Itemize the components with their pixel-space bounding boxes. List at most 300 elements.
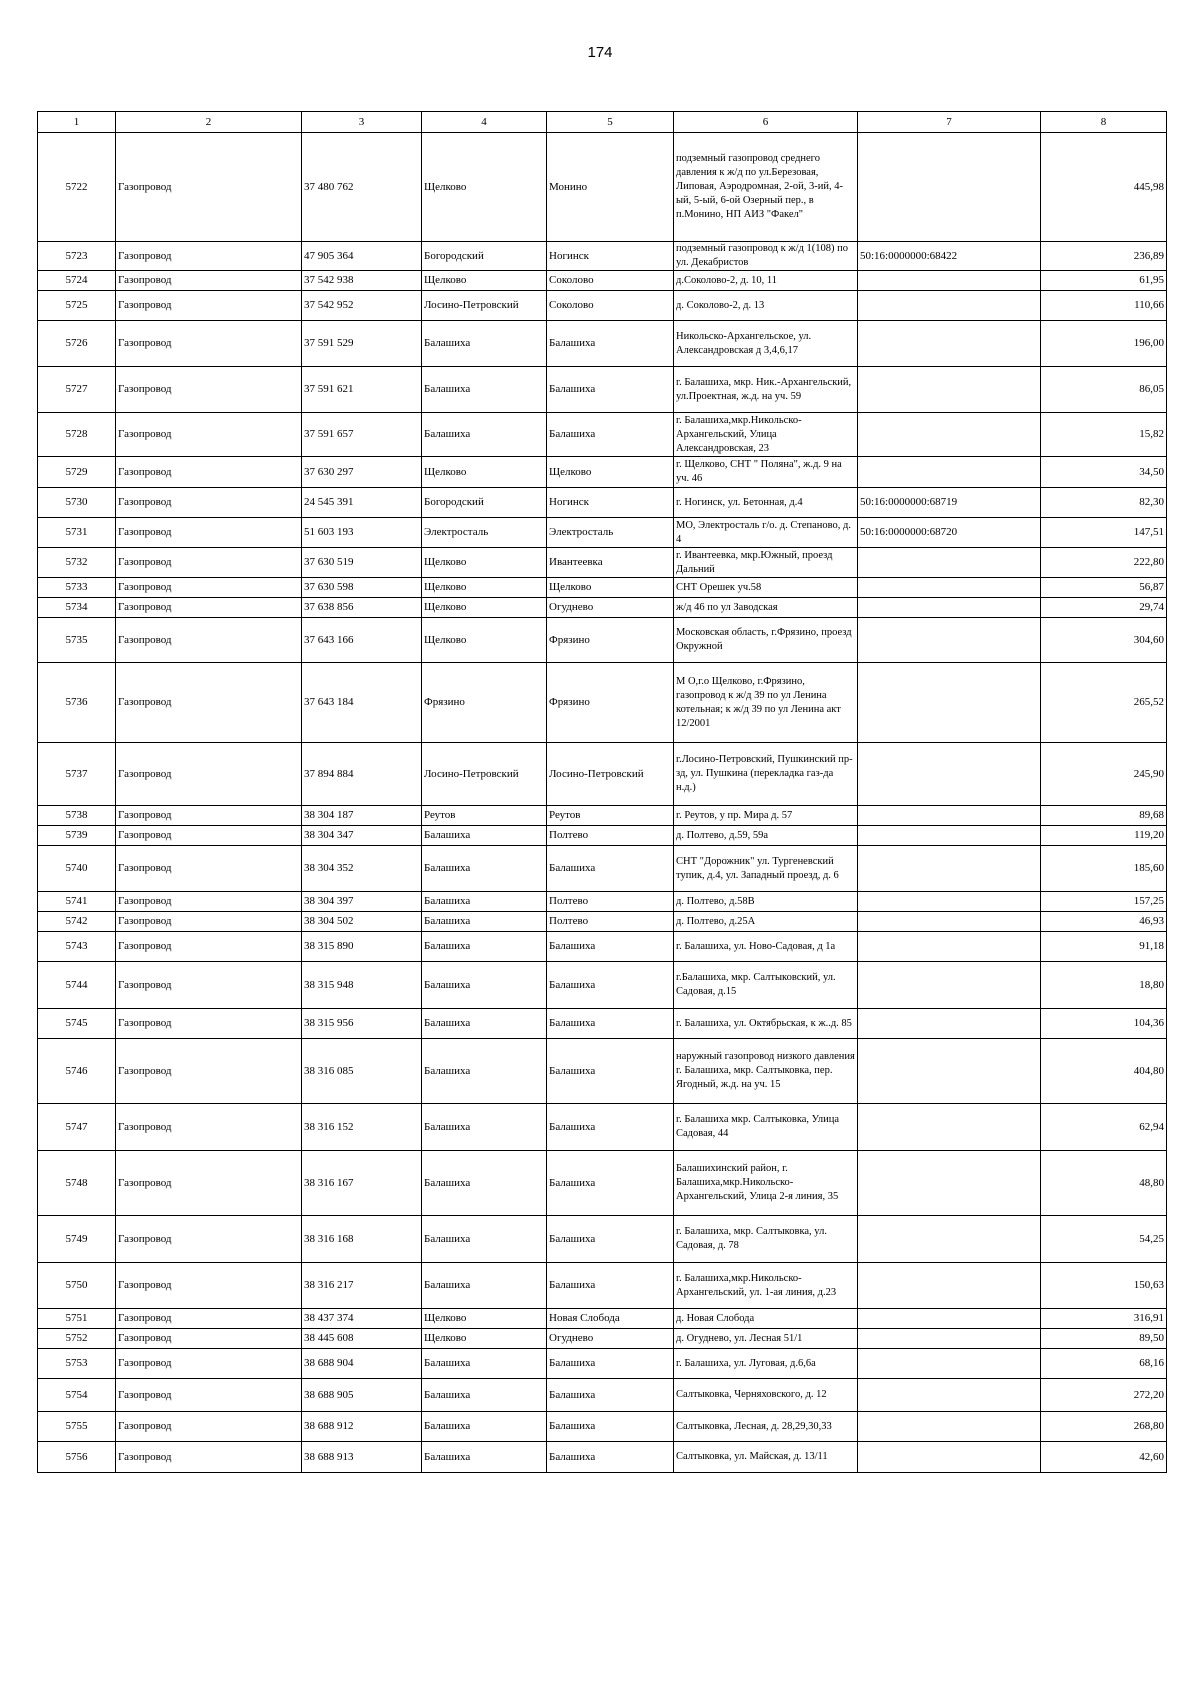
row-number-cell: 5756 [38,1442,116,1473]
length-cell: 147,51 [1041,518,1167,548]
object-type-cell: Газопровод [116,291,302,321]
district-cell: Балашиха [422,1216,547,1263]
object-type-cell: Газопровод [116,1412,302,1442]
table-row [38,367,1167,413]
table-row [38,1263,1167,1309]
object-type-cell: Газопровод [116,663,302,743]
object-type-cell: Газопровод [116,1009,302,1039]
header-cell: 8 [1041,112,1167,133]
district-cell: Балашиха [422,1009,547,1039]
row-number-cell: 5732 [38,548,116,578]
row-number-cell: 5746 [38,1039,116,1104]
cadastral-number-cell [858,826,1041,846]
object-type-cell: Газопровод [116,413,302,457]
header-cell: 4 [422,112,547,133]
locality-cell: Электросталь [547,518,674,548]
object-type-cell: Газопровод [116,962,302,1009]
address-cell: г. Балашиха мкр. Салтыковка, Улица Садовая, 44 [674,1104,858,1151]
cadastral-number-cell [858,806,1041,826]
locality-cell: Соколово [547,291,674,321]
inventory-number-cell: 38 315 948 [302,962,422,1009]
district-cell: Богородский [422,488,547,518]
table-row [38,1412,1167,1442]
object-type-cell: Газопровод [116,518,302,548]
object-type-cell: Газопровод [116,1104,302,1151]
inventory-number-cell: 37 630 297 [302,457,422,488]
object-type-cell: Газопровод [116,932,302,962]
address-cell: Салтыковка, Лесная, д. 28,29,30,33 [674,1412,858,1442]
table-row [38,271,1167,291]
table-row [38,457,1167,488]
locality-cell: Огуднево [547,1329,674,1349]
length-cell: 157,25 [1041,892,1167,912]
address-cell: д. Полтево, д.25А [674,912,858,932]
locality-cell: Балашиха [547,1009,674,1039]
district-cell: Лосино-Петровский [422,743,547,806]
row-number-cell: 5744 [38,962,116,1009]
row-number-cell: 5737 [38,743,116,806]
inventory-number-cell: 37 638 856 [302,598,422,618]
length-cell: 272,20 [1041,1379,1167,1412]
locality-cell: Новая Слобода [547,1309,674,1329]
table-row [38,932,1167,962]
row-number-cell: 5731 [38,518,116,548]
locality-cell: Балашиха [547,846,674,892]
locality-cell: Фрязино [547,618,674,663]
address-cell: СНТ Орешек уч.58 [674,578,858,598]
object-type-cell: Газопровод [116,743,302,806]
locality-cell: Балашиха [547,413,674,457]
object-type-cell: Газопровод [116,806,302,826]
table-row [38,826,1167,846]
district-cell: Реутов [422,806,547,826]
row-number-cell: 5724 [38,271,116,291]
object-type-cell: Газопровод [116,1216,302,1263]
cadastral-number-cell [858,743,1041,806]
header-cell: 2 [116,112,302,133]
address-cell: ж/д 46 по ул Заводская [674,598,858,618]
address-cell: Никольско-Архангельское, ул. Александровская д 3,4,6,17 [674,321,858,367]
address-cell: Балашихинский район, г. Балашиха,мкр.Никольско-Архангельский, Улица 2-я линия, 35 [674,1151,858,1216]
inventory-number-cell: 37 894 884 [302,743,422,806]
inventory-number-cell: 37 643 166 [302,618,422,663]
length-cell: 48,80 [1041,1151,1167,1216]
locality-cell: Щелково [547,578,674,598]
district-cell: Щелково [422,1309,547,1329]
inventory-number-cell: 38 688 913 [302,1442,422,1473]
locality-cell: Щелково [547,457,674,488]
district-cell: Балашиха [422,1263,547,1309]
length-cell: 42,60 [1041,1442,1167,1473]
inventory-number-cell: 37 643 184 [302,663,422,743]
cadastral-number-cell [858,367,1041,413]
address-cell: д.Соколово-2, д. 10, 11 [674,271,858,291]
district-cell: Балашиха [422,912,547,932]
district-cell: Балашиха [422,1151,547,1216]
object-type-cell: Газопровод [116,1349,302,1379]
address-cell: Салтыковка, ул. Майская, д. 13/11 [674,1442,858,1473]
table-row [38,1216,1167,1263]
district-cell: Щелково [422,618,547,663]
address-cell: г. Балашиха, ул. Луговая, д.6,6а [674,1349,858,1379]
row-number-cell: 5754 [38,1379,116,1412]
cadastral-number-cell [858,457,1041,488]
inventory-number-cell: 38 304 397 [302,892,422,912]
inventory-number-cell: 38 437 374 [302,1309,422,1329]
length-cell: 89,68 [1041,806,1167,826]
locality-cell: Лосино-Петровский [547,743,674,806]
row-number-cell: 5738 [38,806,116,826]
row-number-cell: 5747 [38,1104,116,1151]
cadastral-number-cell [858,413,1041,457]
length-cell: 15,82 [1041,413,1167,457]
address-cell: г. Щелково, СНТ " Поляна", ж.д. 9 на уч. 46 [674,457,858,488]
object-type-cell: Газопровод [116,846,302,892]
object-type-cell: Газопровод [116,321,302,367]
inventory-number-cell: 37 542 938 [302,271,422,291]
district-cell: Лосино-Петровский [422,291,547,321]
header-cell: 1 [38,112,116,133]
table-row [38,1329,1167,1349]
header-cell: 3 [302,112,422,133]
object-type-cell: Газопровод [116,578,302,598]
length-cell: 150,63 [1041,1263,1167,1309]
locality-cell: Ивантеевка [547,548,674,578]
length-cell: 445,98 [1041,133,1167,242]
address-cell: д. Огуднево, ул. Лесная 51/1 [674,1329,858,1349]
locality-cell: Балашиха [547,1379,674,1412]
table-row [38,892,1167,912]
locality-cell: Монино [547,133,674,242]
row-number-cell: 5745 [38,1009,116,1039]
table-row [38,242,1167,271]
object-type-cell: Газопровод [116,1151,302,1216]
cadastral-number-cell [858,1309,1041,1329]
row-number-cell: 5741 [38,892,116,912]
locality-cell: Балашиха [547,367,674,413]
table-row [38,1104,1167,1151]
table-row [38,618,1167,663]
table-row [38,578,1167,598]
locality-cell: Огуднево [547,598,674,618]
row-number-cell: 5730 [38,488,116,518]
locality-cell: Балашиха [547,1412,674,1442]
inventory-number-cell: 38 316 167 [302,1151,422,1216]
length-cell: 196,00 [1041,321,1167,367]
row-number-cell: 5733 [38,578,116,598]
cadastral-number-cell [858,271,1041,291]
row-number-cell: 5725 [38,291,116,321]
row-number-cell: 5742 [38,912,116,932]
length-cell: 268,80 [1041,1412,1167,1442]
length-cell: 265,52 [1041,663,1167,743]
inventory-number-cell: 47 905 364 [302,242,422,271]
table-row [38,1442,1167,1473]
inventory-number-cell: 37 591 657 [302,413,422,457]
inventory-number-cell: 37 542 952 [302,291,422,321]
inventory-number-cell: 38 316 085 [302,1039,422,1104]
address-cell: М О,г.о Щелково, г.Фрязино, газопровод к ж/д 39 по ул Ленина котельная; к ж/д 39 по ул Ленина акт 12/2001 [674,663,858,743]
address-cell: г. Балашиха, ул. Октябрьская, к ж..д. 85 [674,1009,858,1039]
length-cell: 119,20 [1041,826,1167,846]
district-cell: Щелково [422,271,547,291]
table-row [38,488,1167,518]
locality-cell: Балашиха [547,962,674,1009]
row-number-cell: 5729 [38,457,116,488]
cadastral-number-cell [858,1329,1041,1349]
district-cell: Балашиха [422,892,547,912]
district-cell: Щелково [422,457,547,488]
district-cell: Щелково [422,1329,547,1349]
length-cell: 316,91 [1041,1309,1167,1329]
inventory-number-cell: 38 316 168 [302,1216,422,1263]
length-cell: 54,25 [1041,1216,1167,1263]
object-type-cell: Газопровод [116,133,302,242]
length-cell: 61,95 [1041,271,1167,291]
district-cell: Балашиха [422,1104,547,1151]
object-type-cell: Газопровод [116,367,302,413]
cadastral-number-cell [858,618,1041,663]
inventory-number-cell: 38 316 152 [302,1104,422,1151]
district-cell: Щелково [422,548,547,578]
district-cell: Фрязино [422,663,547,743]
address-cell: подземный газопровод среднего давления к ж/д по ул.Березовая, Липовая, Аэродромная, 2-ой, 3-ий, 4-ый, 5-ый, 6-ой Озерный пер., в п.Монино, НП АИЗ "Факел" [674,133,858,242]
cadastral-number-cell [858,1349,1041,1379]
district-cell: Балашиха [422,1442,547,1473]
address-cell: д. Полтево, д.58В [674,892,858,912]
cadastral-number-cell [858,598,1041,618]
inventory-number-cell: 38 688 912 [302,1412,422,1442]
inventory-number-cell: 38 304 187 [302,806,422,826]
address-cell: г. Балашиха,мкр.Никольско-Архангельский, Улица Александровская, 23 [674,413,858,457]
row-number-cell: 5753 [38,1349,116,1379]
page-number: 174 [587,44,613,61]
district-cell: Щелково [422,598,547,618]
cadastral-number-cell [858,133,1041,242]
cadastral-number-cell [858,1039,1041,1104]
row-number-cell: 5751 [38,1309,116,1329]
inventory-number-cell: 38 304 502 [302,912,422,932]
row-number-cell: 5740 [38,846,116,892]
address-cell: г. Балашиха, ул. Ново-Садовая, д 1а [674,932,858,962]
locality-cell: Полтево [547,826,674,846]
length-cell: 245,90 [1041,743,1167,806]
address-cell: г. Реутов, у пр. Мира д. 57 [674,806,858,826]
cadastral-number-cell [858,1263,1041,1309]
row-number-cell: 5734 [38,598,116,618]
object-type-cell: Газопровод [116,271,302,291]
district-cell: Балашиха [422,367,547,413]
cadastral-number-cell [858,663,1041,743]
inventory-number-cell: 51 603 193 [302,518,422,548]
inventory-number-cell: 37 591 529 [302,321,422,367]
locality-cell: Соколово [547,271,674,291]
locality-cell: Балашиха [547,1039,674,1104]
table-row [38,1009,1167,1039]
address-cell: д. Новая Слобода [674,1309,858,1329]
district-cell: Балашиха [422,1412,547,1442]
locality-cell: Балашиха [547,932,674,962]
row-number-cell: 5723 [38,242,116,271]
table-row [38,1379,1167,1412]
object-type-cell: Газопровод [116,598,302,618]
row-number-cell: 5749 [38,1216,116,1263]
inventory-number-cell: 38 688 904 [302,1349,422,1379]
object-type-cell: Газопровод [116,826,302,846]
table-row [38,133,1167,242]
inventory-number-cell: 38 315 890 [302,932,422,962]
table-row [38,962,1167,1009]
inventory-number-cell: 37 591 621 [302,367,422,413]
table-row [38,1151,1167,1216]
length-cell: 222,80 [1041,548,1167,578]
length-cell: 18,80 [1041,962,1167,1009]
district-cell: Балашиха [422,321,547,367]
locality-cell: Балашиха [547,1349,674,1379]
locality-cell: Балашиха [547,1151,674,1216]
address-cell: г. Балашиха, мкр. Ник.-Архангельский, ул.Проектная, ж.д. на уч. 59 [674,367,858,413]
length-cell: 82,30 [1041,488,1167,518]
inventory-number-cell: 37 630 519 [302,548,422,578]
table-row [38,321,1167,367]
locality-cell: Балашиха [547,1216,674,1263]
cadastral-number-cell [858,321,1041,367]
length-cell: 56,87 [1041,578,1167,598]
district-cell: Щелково [422,133,547,242]
district-cell: Балашиха [422,826,547,846]
length-cell: 29,74 [1041,598,1167,618]
table-body [38,133,1167,1473]
inventory-number-cell: 38 688 905 [302,1379,422,1412]
district-cell: Балашиха [422,846,547,892]
table-row [38,548,1167,578]
address-cell: СНТ "Дорожник" ул. Тургеневский тупик, д.4, ул. Западный проезд, д. 6 [674,846,858,892]
cadastral-number-cell [858,1151,1041,1216]
district-cell: Балашиха [422,1379,547,1412]
header-row [38,112,1167,133]
row-number-cell: 5739 [38,826,116,846]
table-row [38,598,1167,618]
cadastral-number-cell [858,1412,1041,1442]
cadastral-number-cell [858,1009,1041,1039]
row-number-cell: 5748 [38,1151,116,1216]
inventory-number-cell: 38 316 217 [302,1263,422,1309]
length-cell: 86,05 [1041,367,1167,413]
district-cell: Балашиха [422,413,547,457]
row-number-cell: 5728 [38,413,116,457]
length-cell: 185,60 [1041,846,1167,892]
inventory-number-cell: 37 480 762 [302,133,422,242]
header-cell: 5 [547,112,674,133]
locality-cell: Балашиха [547,321,674,367]
address-cell: г.Балашиха, мкр. Салтыковский, ул. Садовая, д.15 [674,962,858,1009]
inventory-number-cell: 38 315 956 [302,1009,422,1039]
address-cell: д. Соколово-2, д. 13 [674,291,858,321]
table-row [38,806,1167,826]
row-number-cell: 5727 [38,367,116,413]
cadastral-number-cell [858,846,1041,892]
table-row [38,846,1167,892]
inventory-number-cell: 38 304 352 [302,846,422,892]
address-cell: д. Полтево, д.59, 59а [674,826,858,846]
length-cell: 62,94 [1041,1104,1167,1151]
table-row [38,518,1167,548]
cadastral-number-cell: 50:16:0000000:68720 [858,518,1041,548]
locality-cell: Балашиха [547,1104,674,1151]
object-type-cell: Газопровод [116,1329,302,1349]
district-cell: Балашиха [422,1039,547,1104]
length-cell: 104,36 [1041,1009,1167,1039]
district-cell: Балашиха [422,932,547,962]
object-type-cell: Газопровод [116,548,302,578]
locality-cell: Полтево [547,912,674,932]
object-type-cell: Газопровод [116,892,302,912]
address-cell: МО, Электросталь г/о. д. Степаново, д. 4 [674,518,858,548]
district-cell: Балашиха [422,1349,547,1379]
length-cell: 34,50 [1041,457,1167,488]
address-cell: г. Балашиха,мкр.Никольско-Архангельский, ул. 1-ая линия, д.23 [674,1263,858,1309]
cadastral-number-cell [858,548,1041,578]
cadastral-number-cell [858,892,1041,912]
locality-cell: Ногинск [547,242,674,271]
address-cell: Московская область, г.Фрязино, проезд Окружной [674,618,858,663]
inventory-number-cell: 37 630 598 [302,578,422,598]
row-number-cell: 5743 [38,932,116,962]
row-number-cell: 5752 [38,1329,116,1349]
object-type-cell: Газопровод [116,1263,302,1309]
length-cell: 68,16 [1041,1349,1167,1379]
table-row [38,1309,1167,1329]
address-cell: г. Ивантеевка, мкр.Южный, проезд Дальний [674,548,858,578]
cadastral-number-cell [858,962,1041,1009]
table-row [38,743,1167,806]
length-cell: 404,80 [1041,1039,1167,1104]
length-cell: 89,50 [1041,1329,1167,1349]
address-cell: подземный газопровод к ж/д 1(108) по ул. Декабристов [674,242,858,271]
locality-cell: Реутов [547,806,674,826]
object-type-cell: Газопровод [116,1442,302,1473]
cadastral-number-cell [858,932,1041,962]
row-number-cell: 5722 [38,133,116,242]
inventory-number-cell: 38 445 608 [302,1329,422,1349]
cadastral-number-cell [858,578,1041,598]
inventory-number-cell: 24 545 391 [302,488,422,518]
locality-cell: Фрязино [547,663,674,743]
address-cell: наружный газопровод низкого давления г. Балашиха, мкр. Салтыковка, пер. Ягодный, ж.д. на уч. 15 [674,1039,858,1104]
table-row [38,663,1167,743]
address-cell: Салтыковка, Черняховского, д. 12 [674,1379,858,1412]
header-cell: 7 [858,112,1041,133]
cadastral-number-cell: 50:16:0000000:68422 [858,242,1041,271]
row-number-cell: 5726 [38,321,116,367]
length-cell: 46,93 [1041,912,1167,932]
table-row [38,912,1167,932]
district-cell: Балашиха [422,962,547,1009]
object-type-cell: Газопровод [116,1309,302,1329]
object-type-cell: Газопровод [116,457,302,488]
cadastral-number-cell [858,1216,1041,1263]
gas-pipeline-table [37,111,1167,1473]
header-cell: 6 [674,112,858,133]
locality-cell: Балашиха [547,1442,674,1473]
cadastral-number-cell [858,912,1041,932]
district-cell: Богородский [422,242,547,271]
table-row [38,291,1167,321]
district-cell: Электросталь [422,518,547,548]
table-row [38,413,1167,457]
locality-cell: Ногинск [547,488,674,518]
row-number-cell: 5755 [38,1412,116,1442]
